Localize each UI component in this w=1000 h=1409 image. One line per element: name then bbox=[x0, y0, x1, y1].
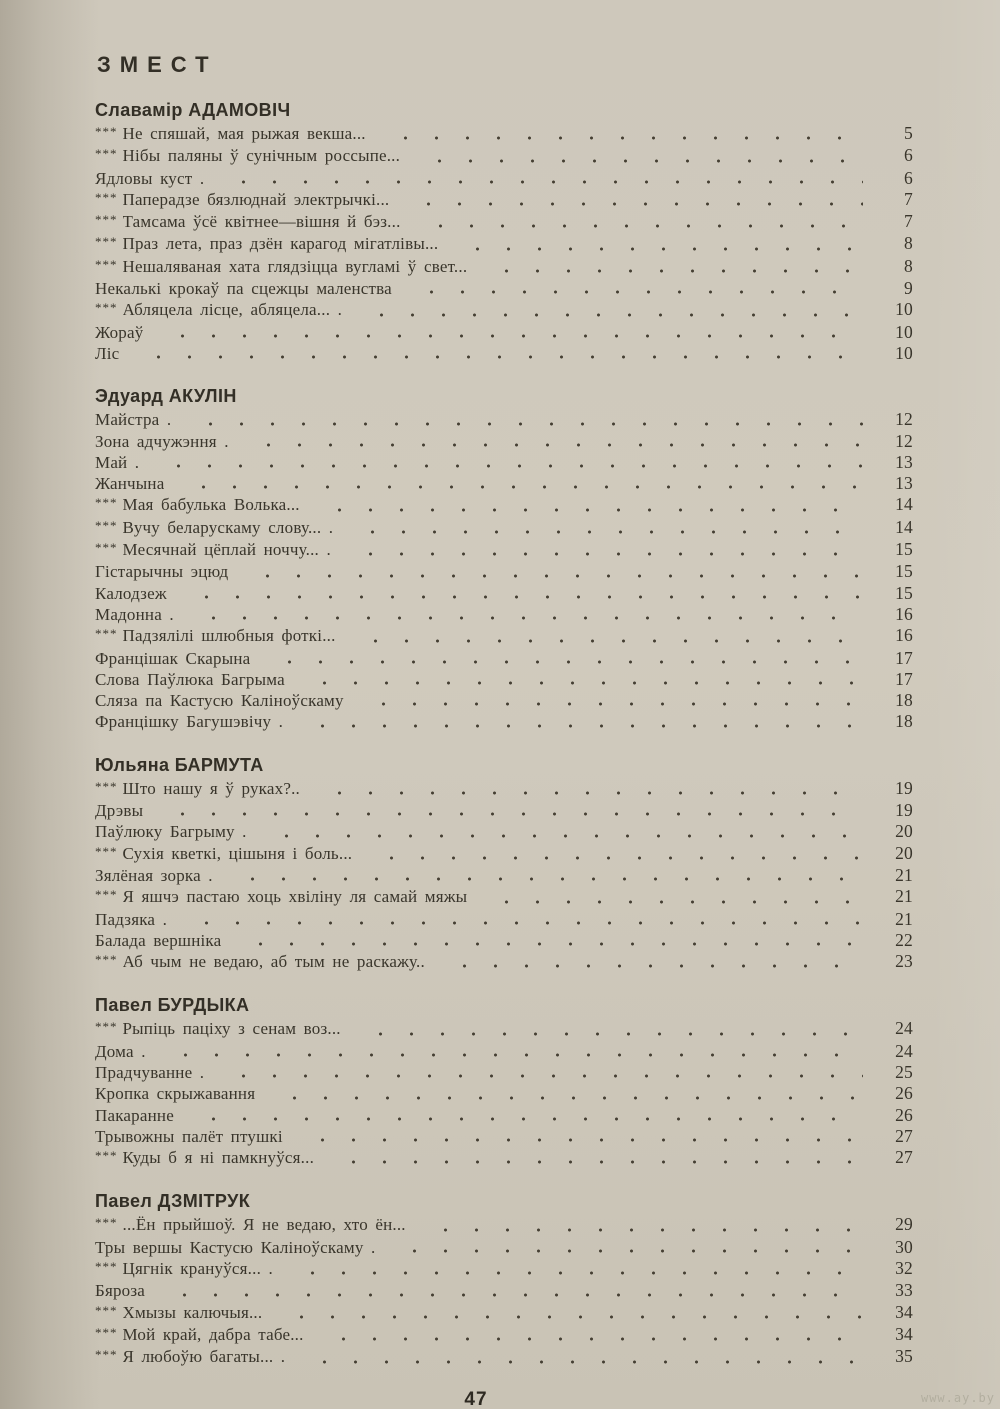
entry-page-number: 15 bbox=[895, 539, 913, 560]
toc-section bbox=[95, 995, 913, 1169]
stars-prefix: *** bbox=[95, 495, 118, 511]
entry-page-number: 8 bbox=[904, 233, 913, 254]
entry-title: Што нашу я ў руках?.. bbox=[122, 778, 300, 798]
toc-entry bbox=[95, 1302, 913, 1324]
dot-leader bbox=[295, 1346, 863, 1364]
dot-leader bbox=[410, 145, 863, 163]
dot-leader bbox=[324, 1147, 863, 1165]
entry-page-number: 17 bbox=[895, 647, 913, 668]
toc-section bbox=[95, 386, 913, 732]
toc-entry bbox=[95, 930, 913, 951]
dot-leader bbox=[272, 1302, 863, 1320]
dot-leader bbox=[295, 669, 863, 686]
dot-leader bbox=[435, 951, 863, 969]
stars-prefix: *** bbox=[95, 124, 118, 139]
entry-page-number: 19 bbox=[895, 777, 913, 798]
stars-prefix: *** bbox=[95, 146, 118, 162]
toc-content bbox=[95, 0, 913, 1409]
entry-page-number: 7 bbox=[904, 211, 913, 232]
dot-leader bbox=[343, 517, 863, 535]
entry-page-number: 26 bbox=[895, 1104, 913, 1125]
dot-leader bbox=[376, 123, 863, 141]
toc-entry bbox=[95, 625, 913, 647]
entry-title: Хмызы калючыя... bbox=[122, 1302, 263, 1322]
entry-page-number: 7 bbox=[904, 188, 913, 209]
dot-leader bbox=[293, 711, 863, 728]
entry-title: Мой край, дабра табе... bbox=[122, 1324, 304, 1344]
entry-page-number: 35 bbox=[895, 1346, 913, 1367]
dot-leader bbox=[411, 211, 863, 229]
entry-title: Вучу беларускаму слову... . bbox=[122, 517, 334, 537]
toc-entry bbox=[95, 256, 913, 278]
entry-page-number: 17 bbox=[895, 668, 913, 689]
entry-page-number: 10 bbox=[895, 321, 913, 342]
entry-title: Прадчуванне . bbox=[95, 1062, 205, 1082]
stars-prefix: *** bbox=[95, 1324, 118, 1340]
entry-title: Зялёная зорка . bbox=[95, 865, 213, 885]
dot-leader bbox=[399, 189, 863, 207]
entry-title: Праз лета, праз дзён карагод мігатлівы... bbox=[122, 234, 439, 254]
dot-leader bbox=[153, 322, 863, 339]
stars-prefix: *** bbox=[95, 778, 118, 794]
entry-title: Дома . bbox=[95, 1041, 146, 1061]
entry-page-number: 6 bbox=[904, 145, 913, 166]
dot-leader bbox=[346, 625, 863, 643]
toc-entry bbox=[95, 494, 913, 516]
dot-leader bbox=[402, 278, 863, 295]
toc-entry bbox=[95, 1280, 913, 1301]
toc-entry bbox=[95, 604, 913, 625]
entry-page-number: 14 bbox=[895, 516, 913, 537]
stars-prefix: *** bbox=[95, 234, 118, 250]
entry-title: Кропка скрыжавання bbox=[95, 1084, 256, 1104]
entry-title: Бяроза bbox=[95, 1281, 146, 1301]
entry-page-number: 18 bbox=[895, 711, 913, 732]
entry-title: Сухія кветкі, цішыня і боль... bbox=[122, 843, 353, 863]
dot-leader bbox=[385, 1237, 863, 1254]
stars-prefix: *** bbox=[95, 1259, 118, 1275]
entry-title: Балада вершніка bbox=[95, 930, 222, 950]
entry-title: Трывожны палёт птушкі bbox=[95, 1126, 283, 1146]
watermark: www.ay.by bbox=[920, 1391, 995, 1405]
entry-title: Падзялілі шлюбныя фоткі... bbox=[122, 626, 336, 646]
entry-title: Нібы паляны ў сунічным россыпе... bbox=[122, 146, 401, 166]
stars-prefix: *** bbox=[95, 1019, 118, 1035]
toc-entry bbox=[95, 473, 913, 494]
toc-entry bbox=[95, 299, 913, 321]
entry-title: Май . bbox=[95, 452, 140, 472]
stars-prefix: *** bbox=[95, 189, 118, 205]
entry-page-number: 20 bbox=[895, 821, 913, 842]
stars-prefix: *** bbox=[95, 1148, 118, 1164]
entry-title: Ліс bbox=[95, 343, 120, 363]
toc-entry bbox=[95, 778, 913, 800]
toc-entry bbox=[95, 909, 913, 930]
entry-page-number: 15 bbox=[895, 582, 913, 603]
dot-leader bbox=[283, 1258, 863, 1276]
entry-page-number: 19 bbox=[895, 800, 913, 821]
entry-page-number: 33 bbox=[895, 1280, 913, 1301]
author-heading: Павел БУРДЫКА bbox=[95, 995, 250, 1016]
toc-entry bbox=[95, 800, 913, 821]
entry-page-number: 32 bbox=[895, 1258, 913, 1279]
stars-prefix: *** bbox=[95, 1347, 118, 1363]
entry-title: Падзяка . bbox=[95, 909, 168, 929]
dot-leader bbox=[223, 865, 863, 882]
author-heading: Эдуард АКУЛІН bbox=[95, 386, 237, 407]
entry-page-number: 24 bbox=[895, 1018, 913, 1039]
entry-title: Абляцела лісце, абляцела... . bbox=[122, 300, 343, 320]
entry-page-number: 21 bbox=[895, 864, 913, 885]
entry-title: Куды б я ні памкнуўся... bbox=[122, 1148, 315, 1168]
entry-title: Аб чым не ведаю, аб тым не раскажу.. bbox=[122, 952, 425, 972]
toc-entry bbox=[95, 690, 913, 711]
page-title: ЗМЕСТ bbox=[97, 52, 218, 77]
entry-page-number: 21 bbox=[895, 908, 913, 929]
toc-entry bbox=[95, 669, 913, 690]
toc-entry bbox=[95, 1237, 913, 1258]
toc-entry bbox=[95, 583, 913, 604]
toc-entry bbox=[95, 211, 913, 233]
dot-leader bbox=[177, 909, 863, 926]
dot-leader bbox=[314, 1324, 863, 1342]
entry-page-number: 13 bbox=[895, 451, 913, 472]
toc-entry bbox=[95, 1324, 913, 1346]
toc-entry bbox=[95, 1214, 913, 1236]
entry-page-number: 34 bbox=[895, 1301, 913, 1322]
dot-leader bbox=[265, 1083, 863, 1100]
toc-entry bbox=[95, 561, 913, 582]
dot-leader bbox=[477, 256, 863, 274]
entry-page-number: 16 bbox=[895, 603, 913, 624]
entry-title: Францішак Скарына bbox=[95, 648, 251, 668]
toc-entry bbox=[95, 886, 913, 908]
dot-leader bbox=[310, 778, 863, 796]
toc-entry bbox=[95, 145, 913, 167]
dot-leader bbox=[184, 604, 863, 621]
entry-page-number: 9 bbox=[904, 278, 913, 299]
entry-page-number: 12 bbox=[895, 430, 913, 451]
entry-title: Цягнік крануўся... . bbox=[122, 1259, 273, 1279]
toc-sections bbox=[95, 100, 913, 1369]
entry-title: Месячнай цёплай ноччу... . bbox=[122, 540, 331, 560]
entry-title: Слова Паўлюка Багрыма bbox=[95, 669, 285, 689]
entry-page-number: 16 bbox=[895, 625, 913, 646]
toc-entry bbox=[95, 278, 913, 299]
toc-entry bbox=[95, 1126, 913, 1147]
entry-title: Сляза па Кастусю Каліноўскаму bbox=[95, 691, 344, 711]
dot-leader bbox=[149, 452, 863, 469]
stars-prefix: *** bbox=[95, 256, 118, 272]
stars-prefix: *** bbox=[95, 212, 118, 228]
entry-page-number: 10 bbox=[895, 342, 913, 363]
stars-prefix: *** bbox=[95, 1215, 118, 1231]
toc-entry bbox=[95, 1105, 913, 1126]
entry-title: Мая бабулька Волька... bbox=[122, 495, 300, 515]
author-heading: Славамір АДАМОВІЧ bbox=[95, 100, 291, 120]
entry-page-number: 6 bbox=[904, 167, 913, 188]
toc-entry bbox=[95, 1041, 913, 1062]
entry-page-number: 34 bbox=[895, 1323, 913, 1344]
dot-leader bbox=[129, 343, 863, 360]
toc-entry bbox=[95, 409, 913, 430]
dot-leader bbox=[155, 1280, 863, 1297]
entry-page-number: 8 bbox=[904, 255, 913, 276]
page-number: 47 bbox=[464, 1388, 488, 1409]
toc-entry bbox=[95, 951, 913, 973]
entry-page-number: 21 bbox=[895, 886, 913, 907]
toc-section bbox=[95, 100, 913, 364]
dot-leader bbox=[181, 409, 863, 426]
dot-leader bbox=[239, 431, 863, 448]
entry-page-number: 29 bbox=[895, 1214, 913, 1235]
toc-entry bbox=[95, 189, 913, 211]
toc-entry bbox=[95, 123, 913, 145]
stars-prefix: *** bbox=[95, 540, 118, 556]
toc-entry bbox=[95, 431, 913, 452]
entry-page-number: 25 bbox=[895, 1061, 913, 1082]
entry-title: ...Ён прыйшоў. Я не ведаю, хто ён... bbox=[122, 1215, 406, 1235]
stars-prefix: *** bbox=[95, 952, 118, 968]
toc-entry bbox=[95, 1346, 913, 1368]
entry-page-number: 20 bbox=[895, 842, 913, 863]
stars-prefix: *** bbox=[95, 1302, 118, 1318]
entry-title: Жораў bbox=[95, 322, 144, 342]
toc-entry bbox=[95, 865, 913, 886]
stars-prefix: *** bbox=[95, 843, 118, 859]
toc-entry bbox=[95, 711, 913, 732]
entry-page-number: 26 bbox=[895, 1083, 913, 1104]
toc-entry bbox=[95, 1258, 913, 1280]
stars-prefix: *** bbox=[95, 517, 118, 533]
toc-entry bbox=[95, 648, 913, 669]
dot-leader bbox=[354, 690, 863, 707]
dot-leader bbox=[293, 1126, 863, 1143]
author-heading: Павел ДЗМІТРУК bbox=[95, 1191, 251, 1212]
dot-leader bbox=[310, 494, 863, 512]
toc-entry bbox=[95, 539, 913, 561]
dot-leader bbox=[214, 168, 863, 185]
toc-entry bbox=[95, 821, 913, 842]
dot-leader bbox=[238, 561, 863, 578]
entry-page-number: 14 bbox=[895, 494, 913, 515]
entry-title: Дрэвы bbox=[95, 801, 144, 821]
entry-title: Рыпіць паціху з сенам воз... bbox=[122, 1019, 341, 1039]
entry-title: Некалькі крокаў па сцежцы маленства bbox=[95, 279, 392, 299]
dot-leader bbox=[214, 1062, 863, 1079]
entry-page-number: 24 bbox=[895, 1040, 913, 1061]
entry-title: Тры вершы Кастусю Каліноўскаму . bbox=[95, 1237, 376, 1257]
toc-entry bbox=[95, 1147, 913, 1169]
entry-page-number: 5 bbox=[904, 123, 913, 143]
toc-entry bbox=[95, 1018, 913, 1040]
toc-entry bbox=[95, 343, 913, 364]
entry-page-number: 12 bbox=[895, 409, 913, 430]
entry-title: Нешаляваная хата глядзіцца вугламі ў свет... bbox=[122, 256, 468, 276]
entry-title: Зона адчужэння . bbox=[95, 431, 229, 451]
entry-title: Я любоўю багаты... . bbox=[122, 1347, 286, 1367]
dot-leader bbox=[257, 821, 863, 838]
entry-title: Калодзеж bbox=[95, 583, 167, 603]
entry-page-number: 13 bbox=[895, 473, 913, 494]
toc-entry bbox=[95, 168, 913, 189]
stars-prefix: *** bbox=[95, 887, 118, 903]
dot-leader bbox=[231, 930, 863, 947]
entry-title: Ядловы куст . bbox=[95, 168, 205, 188]
entry-page-number: 22 bbox=[895, 929, 913, 950]
dot-leader bbox=[341, 539, 863, 557]
entry-title: Я яшчэ пастаю хоць хвіліну ля самай мяжы bbox=[122, 887, 468, 907]
entry-page-number: 15 bbox=[895, 561, 913, 582]
dot-leader bbox=[177, 583, 863, 600]
dot-leader bbox=[260, 648, 863, 665]
entry-page-number: 23 bbox=[895, 951, 913, 972]
dot-leader bbox=[153, 800, 863, 817]
dot-leader bbox=[448, 233, 863, 251]
toc-entry bbox=[95, 517, 913, 539]
author-heading: Юльяна БАРМУТА bbox=[95, 754, 264, 775]
toc-entry bbox=[95, 233, 913, 255]
entry-title: Мадонна . bbox=[95, 604, 174, 624]
dot-leader bbox=[174, 473, 863, 490]
entry-page-number: 18 bbox=[895, 690, 913, 711]
entry-page-number: 10 bbox=[895, 299, 913, 320]
dot-leader bbox=[362, 843, 863, 861]
entry-title: Жанчына bbox=[95, 474, 165, 494]
entry-title: Гістарычны эцюд bbox=[95, 562, 229, 582]
dot-leader bbox=[156, 1041, 863, 1058]
stars-prefix: *** bbox=[95, 626, 118, 642]
entry-page-number: 27 bbox=[895, 1125, 913, 1146]
entry-title: Майстра . bbox=[95, 410, 172, 430]
dot-leader bbox=[416, 1214, 863, 1232]
dot-leader bbox=[184, 1105, 863, 1122]
toc-section bbox=[95, 1191, 913, 1368]
toc-entry bbox=[95, 1062, 913, 1083]
dot-leader bbox=[351, 1018, 863, 1036]
entry-title: Пакаранне bbox=[95, 1105, 174, 1125]
toc-entry bbox=[95, 452, 913, 473]
toc-entry bbox=[95, 843, 913, 865]
toc-section bbox=[95, 755, 913, 974]
entry-title: Паўлюку Багрыму . bbox=[95, 822, 247, 842]
stars-prefix: *** bbox=[95, 300, 118, 316]
entry-title: Францішку Багушэвічу . bbox=[95, 712, 284, 732]
entry-title: Паперадзе бязлюднай электрычкі... bbox=[122, 189, 390, 209]
entry-page-number: 30 bbox=[895, 1236, 913, 1257]
entry-title: Тамсама ўсё квітнее—вішня й бэз... bbox=[122, 212, 401, 232]
entry-title: Не спяшай, мая рыжая векша... bbox=[122, 124, 366, 143]
dot-leader bbox=[352, 299, 863, 317]
entry-page-number: 27 bbox=[895, 1147, 913, 1168]
toc-entry bbox=[95, 322, 913, 343]
toc-entry bbox=[95, 1083, 913, 1104]
dot-leader bbox=[477, 886, 863, 904]
